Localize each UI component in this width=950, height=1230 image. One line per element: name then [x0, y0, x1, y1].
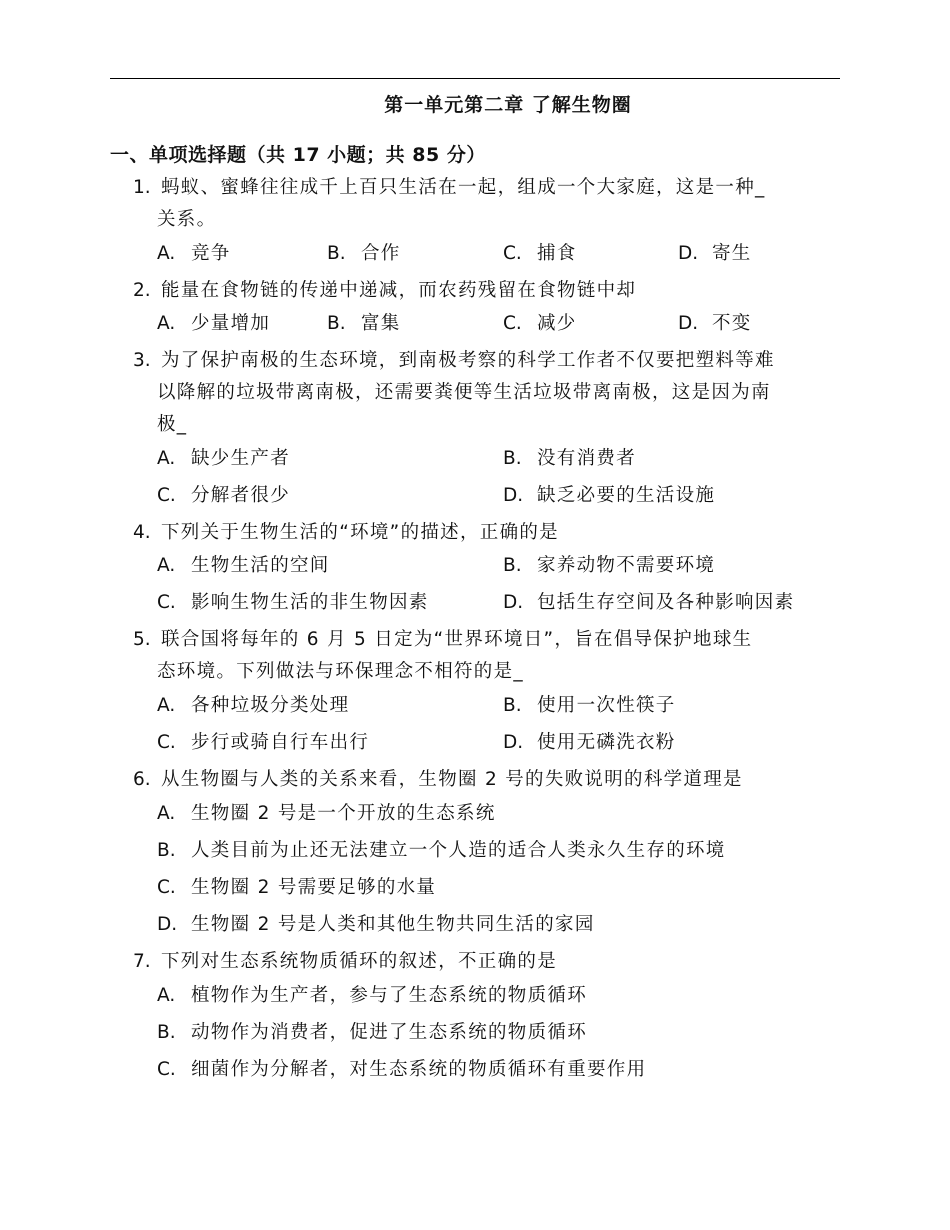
question-stem-line: 蚂蚁、蜜蜂往往成千上百只生活在一起，组成一个大家庭，这是一种_ — [161, 177, 766, 198]
question-stem-line: 为了保护南极的生态环境，到南极考察的科学工作者不仅要把塑料等难 — [161, 350, 775, 371]
question-stem-line: 下列关于生物生活的“环境”的描述，正确的是 — [161, 522, 559, 543]
option-4c: C. 影响生物生活的非生物因素 — [157, 592, 429, 613]
option-5a: A. 各种垃圾分类处理 — [157, 695, 350, 716]
option-6b: B. 人类目前为止还无法建立一个人造的适合人类永久生存的环境 — [157, 840, 726, 861]
option-6d: D. 生物圈 2 号是人类和其他生物共同生活的家园 — [157, 914, 595, 935]
option-3b: B. 没有消费者 — [503, 448, 637, 469]
question-stem-line: 从生物圈与人类的关系来看，生物圈 2 号的失败说明的科学道理是 — [161, 769, 743, 790]
option-1a: A. 竞争 — [157, 243, 231, 264]
question-2 — [133, 275, 841, 307]
option-3a: A. 缺少生产者 — [157, 448, 291, 469]
question-1 — [133, 172, 841, 236]
option-4b: B. 家养动物不需要环境 — [503, 555, 716, 576]
option-7c: C. 细菌作为分解者，对生态系统的物质循环有重要作用 — [157, 1059, 647, 1080]
question-7 — [133, 946, 841, 978]
option-5d: D. 使用无磷洗衣粉 — [503, 732, 676, 753]
option-2c: C. 减少 — [503, 313, 577, 334]
option-7a: A. 植物作为生产者，参与了生态系统的物质循环 — [157, 985, 588, 1006]
option-6c: C. 生物圈 2 号需要足够的水量 — [157, 877, 437, 898]
question-stem-line: 能量在食物链的传递中递减，而农药残留在食物链中却 — [161, 280, 637, 301]
question-number: 6. — [133, 769, 151, 790]
question-number: 5. — [133, 629, 151, 650]
option-3d: D. 缺乏必要的生活设施 — [503, 485, 716, 506]
question-number: 2. — [133, 280, 151, 301]
question-stem-line: 极_ — [157, 414, 188, 435]
question-3 — [133, 345, 841, 441]
question-number: 1. — [133, 177, 151, 198]
option-7b: B. 动物作为消费者，促进了生态系统的物质循环 — [157, 1022, 588, 1043]
header-rule — [110, 78, 840, 79]
question-stem-line: 关系。 — [157, 209, 217, 230]
question-number: 7. — [133, 951, 151, 972]
question-4 — [133, 517, 841, 549]
option-1d: D. 寄生 — [678, 243, 752, 264]
question-6 — [133, 764, 841, 796]
question-stem-line: 以降解的垃圾带离南极，还需要粪便等生活垃圾带离南极，这是因为南 — [157, 382, 771, 403]
option-2d: D. 不变 — [678, 313, 752, 334]
option-2b: B. 富集 — [327, 313, 401, 334]
question-number: 4. — [133, 522, 151, 543]
option-4d: D. 包括生存空间及各种影响因素 — [503, 592, 795, 613]
option-4a: A. 生物生活的空间 — [157, 555, 330, 576]
question-stem-line: 下列对生态系统物质循环的叙述，不正确的是 — [161, 951, 558, 972]
question-stem-line: 联合国将每年的 6 月 5 日定为“世界环境日”，旨在倡导保护地球生 — [161, 629, 753, 650]
option-1b: B. 合作 — [327, 243, 401, 264]
question-5 — [133, 624, 841, 688]
question-number: 3. — [133, 350, 151, 371]
option-1c: C. 捕食 — [503, 243, 577, 264]
option-6a: A. 生物圈 2 号是一个开放的生态系统 — [157, 803, 496, 824]
section-heading: 一、单项选择题（共 17 小题；共 85 分） — [110, 144, 486, 166]
option-5b: B. 使用一次性筷子 — [503, 695, 676, 716]
question-stem-line: 态环境。下列做法与环保理念不相符的是_ — [157, 661, 524, 682]
option-2a: A. 少量增加 — [157, 313, 271, 334]
option-5c: C. 步行或骑自行车出行 — [157, 732, 370, 753]
option-3c: C. 分解者很少 — [157, 485, 291, 506]
page-title: 第一单元第二章 了解生物圈 — [384, 94, 632, 116]
